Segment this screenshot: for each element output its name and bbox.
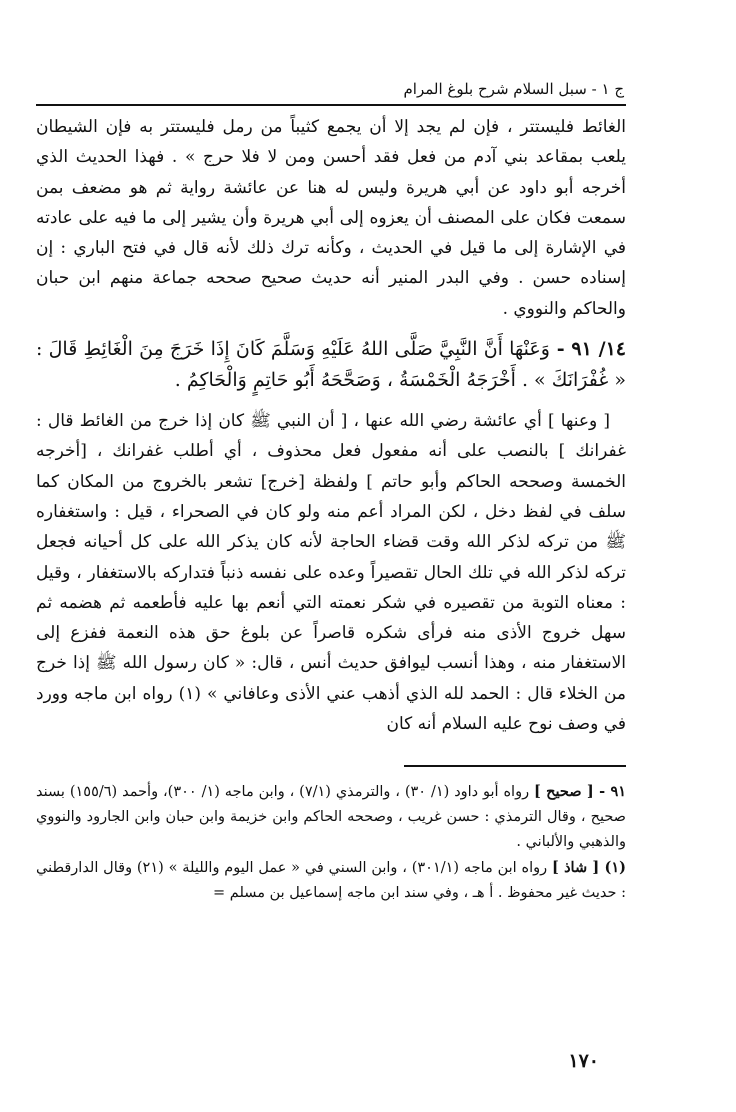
hadith-number: ١٤/ ٩١ -: [556, 338, 626, 361]
hadith-paragraph: [36, 334, 626, 396]
footnote-91-text: رواه أبو داود (١/ ٣٠) ، والترمذي (٧/١) ، وابن ماجه (١/ ٣٠٠)، وأحمد (١٥٥/٦) بسند صحيح ، وقال الترمذي : حسن غريب ، وصححه الحاكم وابن خزيمة وابن حبان وابن الجارود والنووي والذهبي والألباني .: [36, 784, 626, 851]
footnote-rule: [404, 765, 626, 767]
commentary-paragraph: [ وعنها ] أي عائشة رضي الله عنها ، [ أن النبي ﷺ كان إذا خرج من الغائط قال : غفرانك ] بالنصب على أنه مفعول فعل محذوف ، أي أطلب غفرانك ، [أخرجه الخمسة وصححه الحاكم وأبو حاتم ] ولفظة [خرج] تشعر بالخروج من المكان كما سلف في لفظ دخل ، لكن المراد أعم منه ولو كان في الصحراء ، قيل : واستغفاره ﷺ من تركه لذكر الله وقت قضاء الحاجة لأنه كان يذكر الله على كل أحيانه فجعل تركه لذكر الله في تلك الحال تقصيراً وعده على نفسه ذنباً فتداركه بالاستغفار ، وقيل : معناه التوبة من تقصيره في شكر نعمته التي أنعم بها عليه فأطعمه ثم هضمه ثم سهل خروج الأذى منه فرأى شكره قاصراً عن بلوغ حق هذه النعمة ففزع إلى الاستغفار منه ، وهذا أنسب ليوافق حديث أنس ، قال: « كان رسول الله ﷺ إذا خرج من الخلاء قال : الحمد لله الذي أذهب عني الأذى وعافاني » (١) رواه ابن ماجه وورد في وصف نوح عليه السلام أنه كان: [36, 411, 626, 735]
running-header: ج ١ - سبل السلام شرح بلوغ المرام: [403, 80, 624, 98]
footnotes: [36, 779, 626, 906]
footnote-1-label: (١) [ شاذ ]: [551, 859, 626, 877]
footnote-1: [36, 855, 626, 906]
book-page: [36, 78, 626, 906]
page-number: ١٧٠: [568, 1050, 599, 1072]
intro-paragraph: الغائط فليستتر ، فإن لم يجد إلا أن يجمع كثيباً من رمل فليستتر به فإن الشيطان يلعب بمقاعد بني آدم من فعل فقد أحسن ومن لا فلا حرج » . فهذا الحديث الذي أخرجه أبو داود عن أبي هريرة وليس له هنا عن عائشة رواية ثم هو مضعف بمن سمعت فكان على المصنف أن يعزوه إلى أبي هريرة وأن يشير إلى ما فيه على عادته في الإشارة إلى ما قيل في الحديث ، وكأنه ترك ذلك لأنه قال في فتح الباري : إن إسناده حسن . وفي البدر المنير أنه حديث صحيح صححه جماعة منهم ابن حبان والحاكم والنووي .: [36, 117, 626, 319]
footnote-91-label: ٩١ - [ صحيح ]: [534, 783, 627, 801]
header-rule: [36, 104, 626, 106]
footnote-91: [36, 779, 626, 855]
footnote-1-text: رواه ابن ماجه (٣٠١/١) ، وابن السني في « عمل اليوم والليلة » (٢١) وقال الدارقطني : حديث غير محفوظ . أ هـ ، وفي سند ابن ماجه إسماعيل بن مسلم =: [36, 860, 626, 902]
hadith-text: وَعَنْهَا أَنَّ النَّبِيَّ صَلَّى اللهُ عَلَيْهِ وَسَلَّمَ كَانَ إِذَا خَرَجَ مِنَ الْغَائِطِ قَالَ : « غُفْرَانَكَ » . أَخْرَجَهُ الْخَمْسَةُ ، وَصَحَّحَهُ أَبُو حَاتِمٍ وَالْحَاكِمُ .: [36, 338, 626, 392]
